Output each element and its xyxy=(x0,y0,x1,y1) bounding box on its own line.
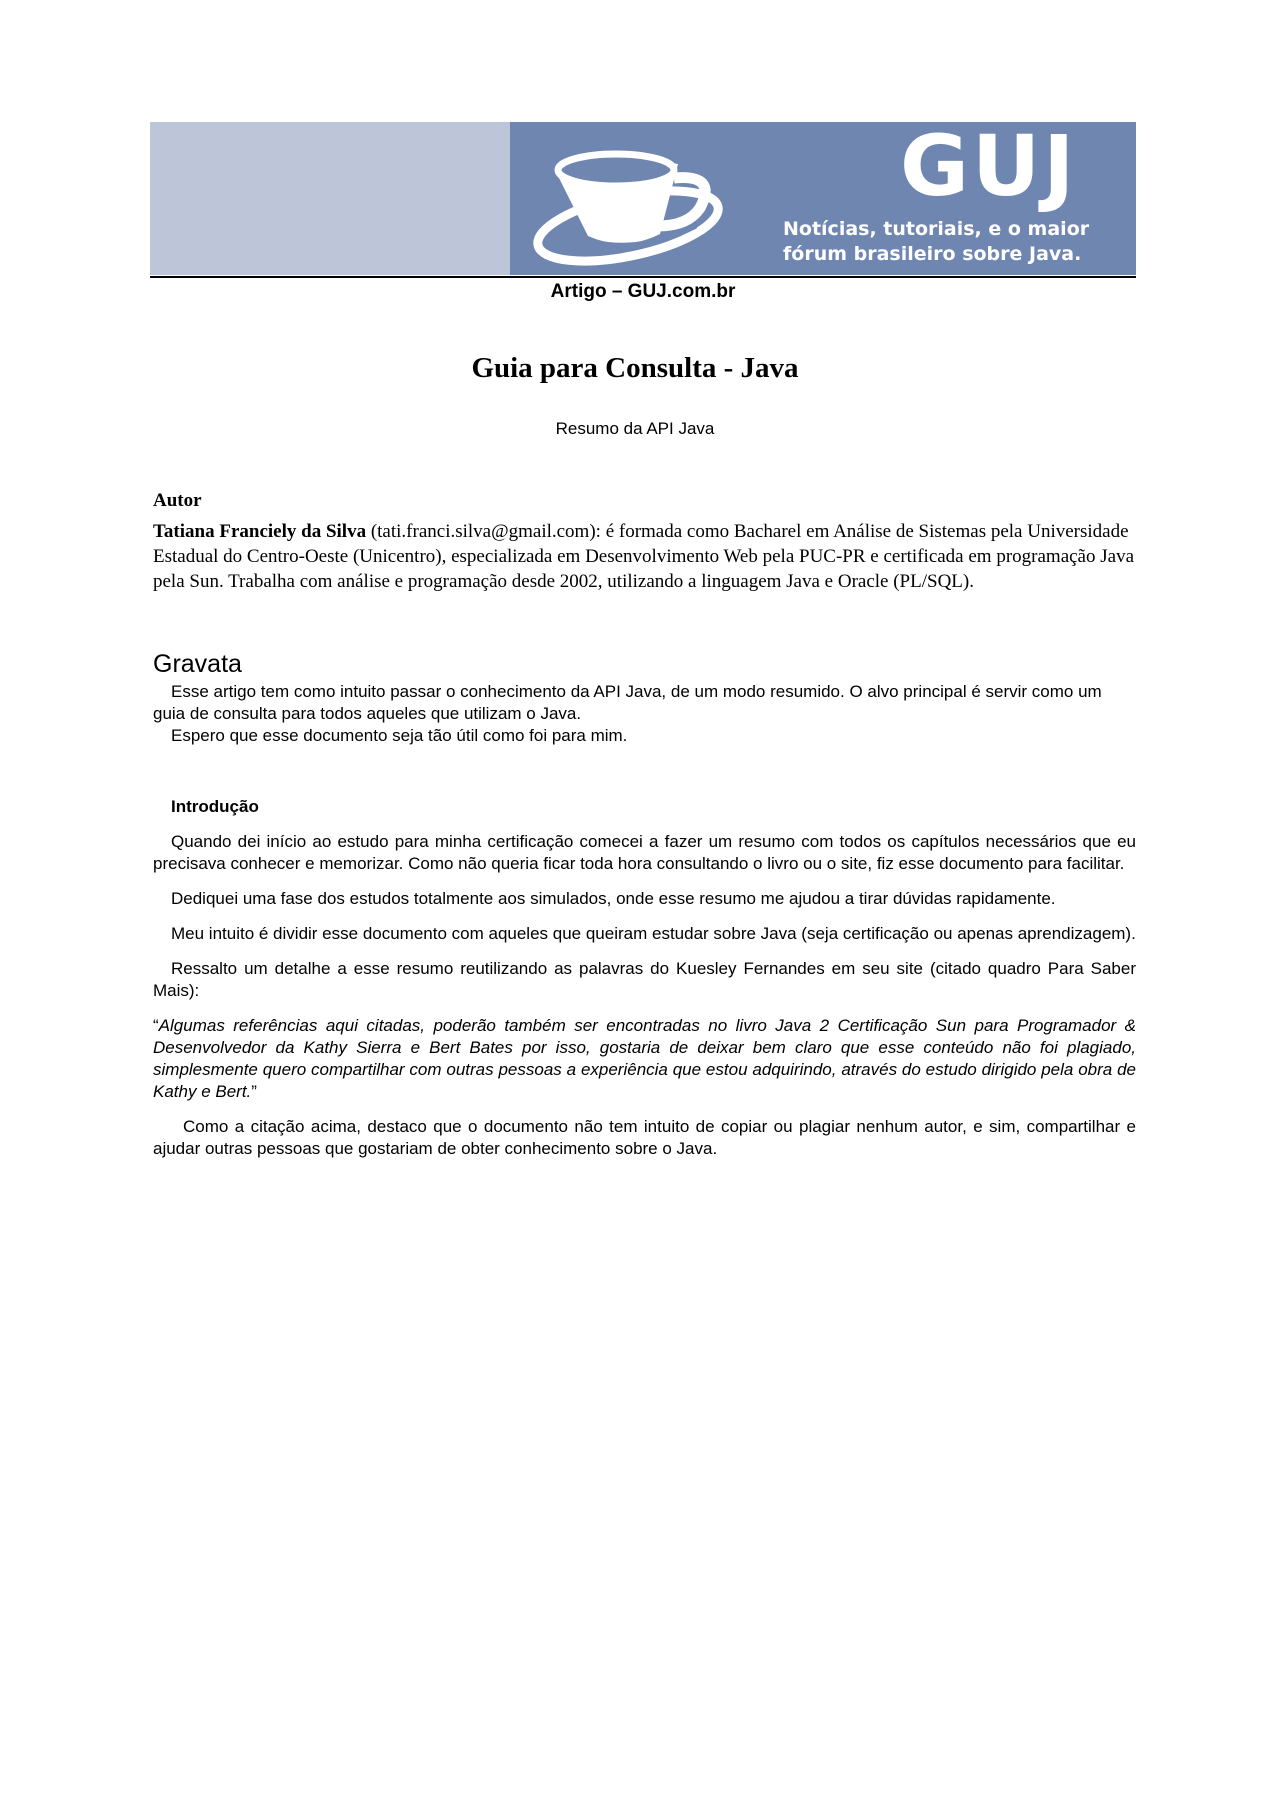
banner-right-panel xyxy=(510,122,1136,275)
tagline-line-2: fórum brasileiro sobre Java. xyxy=(783,243,1082,265)
kuesley-quote xyxy=(153,1015,1136,1103)
document-subtitle: Resumo da API Java xyxy=(555,419,715,438)
quote-open-mark: “ xyxy=(153,1016,159,1035)
author-bio xyxy=(153,519,1138,594)
author-name: Tatiana Franciely da Silva xyxy=(153,521,367,542)
author-bio-text: (tati.franci.silva@gmail.com): é formada como Bacharel em Análise de Sistemas pela Universidade Estadual do Centro-Oeste (Unicentro), especializada em Desenvolvimento Web pela PUC-PR e certificada em programação Java pela Sun. Trabalha com análise e programação desde 2002, utilizando a linguagem Java e Oracle (PL/SQL). xyxy=(153,521,1135,592)
gravata-paragraph: Espero que esse documento seja tão útil como foi para mim. xyxy=(171,726,628,745)
intro-paragraph: Dediquei uma fase dos estudos totalmente aos simulados, onde esse resumo me ajudou a tirar dúvidas rapidamente. xyxy=(171,889,1056,908)
intro-paragraph: Meu intuito é dividir esse documento com aqueles que queiram estudar sobre Java (seja certificação ou apenas aprendizagem). xyxy=(171,924,1136,943)
author-heading: Autor xyxy=(153,490,202,511)
banner-left-panel xyxy=(150,122,510,275)
intro-paragraph: Quando dei início ao estudo para minha certificação comecei a fazer um resumo com todos os capítulos necessários que eu precisava conhecer e memorizar. Como não queria ficar toda hora consultando o livro ou o site, fiz esse documento para facilitar. xyxy=(153,832,1136,873)
intro-paragraph: Como a citação acima, destaco que o documento não tem intuito de copiar ou plagiar nenhum autor, e sim, compartilhar e ajudar outras pessoas que gostariam de obter conhecimento sobre o Java. xyxy=(153,1117,1136,1158)
guj-banner xyxy=(150,122,1136,275)
tagline-line-1: Notícias, tutoriais, e o maior xyxy=(783,218,1090,240)
brand-tagline xyxy=(783,217,1089,267)
banner-caption: Artigo – GUJ.com.br xyxy=(550,281,736,302)
gravata-heading: Gravata xyxy=(153,650,242,678)
intro-paragraph: Ressalto um detalhe a esse resumo reutilizando as palavras do Kuesley Fernandes em seu site (citado quadro Para Saber Mais): xyxy=(153,959,1136,1000)
intro-section xyxy=(153,831,1136,1173)
quote-text: Algumas referências aqui citadas, poderão também ser encontradas no livro Java 2 Certificação Sun para Programador & Desenvolvedor da Kathy Sierra e Bert Bates por isso, gostaria de deixar bem claro que esse conteúdo não foi plagiado, simplesmente quero compartilhar com outras pessoas a experiência que estou adquirindo, através do estudo dirigido pela obra de Kathy e Bert. xyxy=(153,1016,1136,1101)
document-title: Guia para Consulta - Java xyxy=(471,352,799,384)
intro-heading: Introdução xyxy=(171,797,259,816)
gravata-section xyxy=(153,681,1138,747)
quote-close-mark: ” xyxy=(251,1082,257,1101)
coffee-cup-icon xyxy=(528,130,738,268)
gravata-paragraph: Esse artigo tem como intuito passar o conhecimento da API Java, de um modo resumido. O alvo principal é servir como um guia de consulta para todos aqueles que utilizam o Java. xyxy=(153,682,1102,723)
brand-name: GUJ xyxy=(900,122,1078,215)
banner-divider xyxy=(150,276,1136,278)
